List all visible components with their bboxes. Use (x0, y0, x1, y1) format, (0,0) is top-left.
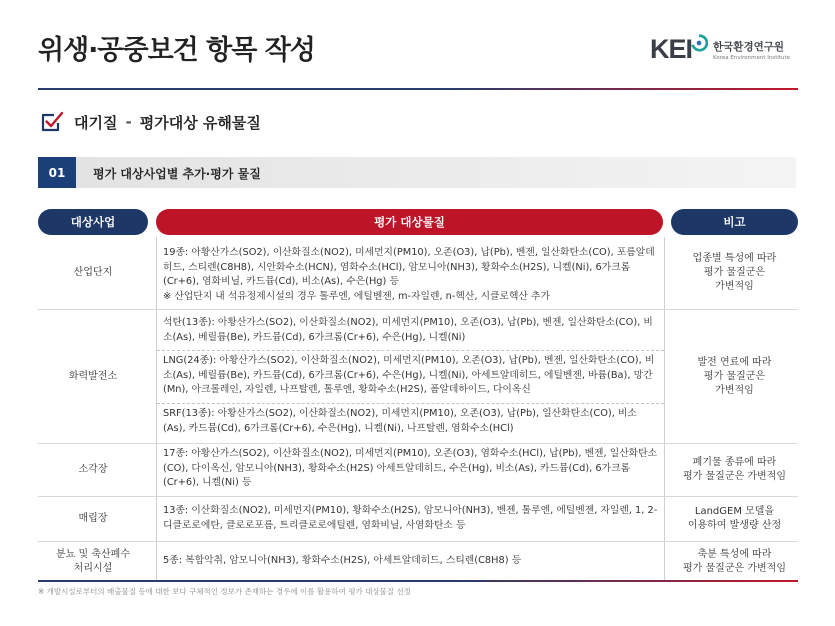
header-target-project: 대상사업 (38, 209, 148, 235)
kei-logo (650, 34, 790, 65)
section-heading (40, 110, 261, 134)
row-substances (156, 542, 665, 582)
table-row-power-plant (38, 310, 798, 444)
dashed-separator (157, 403, 664, 404)
substance-text: LNG(24종): 아황산가스(SO2), 이산화질소(NO2), 미세먼지(PM10), 오존(O3), 납(Pb), 벤젠, 일산화탄소(CO), 비소(As), 베릴륨(Be), 카드뮴(Cd), 6가크롬(Cr+6), 수은(Hg), 니켈(Ni), 아세트알데히드, 에틸벤젠, 바륨(Ba), 망간(Mn), 아크롤레인, 자일렌, 나프탈렌, 톨루엔, 황화수소(H2S), 폼알데하이드, 다이옥신 (163, 355, 655, 395)
row-name: 매립장 (78, 513, 108, 524)
top-divider (38, 88, 798, 90)
row-note: 업종별 특성에 따라 평가 물질군은 가변적임 (692, 253, 777, 292)
row-note: LandGEM 모델을 이용하여 발생량 산정 (687, 506, 782, 531)
dashed-separator (157, 350, 664, 351)
logo-mark: KEI (650, 34, 693, 64)
substance-text: 5종: 복합악취, 암모니아(NH3), 황화수소(H2S), 아세트알데히드, 스티렌(C8H8) 등 (163, 555, 522, 566)
section-topic: 평가대상 유해물질 (139, 113, 261, 132)
subheader-bar (38, 157, 796, 188)
row-note: 축분 특성에 따라 평가 물질군은 가변적임 (683, 549, 786, 574)
substance-text: 석탄(13종): 아황산가스(SO2), 이산화질소(NO2), 미세먼지(PM10), 오존(O3), 납(Pb), 벤젠, 일산화탄소(CO), 비소(As), 베릴륨(Be), 카드뮴(Cd), 6가크롬(Cr+6), 수은(Hg), 니켈(Ni) (163, 317, 653, 343)
section-dash: - (125, 113, 132, 131)
substance-table (38, 237, 798, 582)
swirl-icon (690, 34, 708, 52)
table-row-incinerator (38, 444, 798, 497)
substance-text: 13종: 이산화질소(NO2), 미세먼지(PM10), 황화수소(H2S), 암모니아(NH3), 벤젠, 톨루엔, 에틸벤젠, 자일렌, 1, 2-디클로로에탄, 클로로포름, 트리클로로에틸렌, 염화비닐, 사염화탄소 등 (163, 505, 658, 531)
row-name: 소각장 (78, 464, 108, 475)
row-note: 폐기물 종류에 따라 평가 물질군은 가변적임 (683, 457, 786, 482)
checkbox-checked-icon (40, 110, 64, 134)
substance-text: SRF(13종): 아황산가스(SO2), 이산화질소(NO2), 미세먼지(PM10), 오존(O3), 납(Pb), 일산화탄소(CO), 비소(As), 카드뮴(Cd), 6가크롬(Cr+6), 수은(Hg), 니켈(Ni), 나프탈렌, 염화수소(HCl) (163, 408, 637, 434)
logo-name-en: Korea Environment Institute (713, 54, 791, 61)
row-name: 화력발전소 (68, 370, 118, 382)
table-row-landfill (38, 497, 798, 542)
row-substances (156, 444, 665, 496)
row-name: 분뇨 및 축산폐수 처리시설 (56, 549, 130, 574)
subheader-title: 평가 대상사업별 추가·평가 물질 (93, 167, 261, 181)
page-title: 위생·공중보건 항목 작성 (38, 35, 315, 66)
table-row-industrial (38, 237, 798, 310)
header-substances: 평가 대상물질 (156, 209, 663, 235)
header-remarks: 비고 (671, 209, 798, 235)
row-substances (156, 237, 665, 309)
bottom-divider (38, 580, 798, 582)
row-note: 발전 연료에 따라 평가 물질군은 가변적임 (697, 356, 772, 396)
table-row-livestock (38, 542, 798, 582)
subheader-number: 01 (38, 157, 76, 188)
section-category: 대기질 (74, 113, 118, 132)
logo-name-kr: 한국환경연구원 (713, 40, 785, 53)
row-name: 산업단지 (73, 267, 113, 278)
footnote: ※ 개발시설로부터의 배출물질 등에 대한 보다 구체적인 정보가 존재하는 경우에 이를 활용하여 평가 대상물질 선정 (38, 587, 411, 596)
row-substances (156, 310, 665, 443)
substance-text: 17종: 아황산가스(SO2), 이산화질소(NO2), 미세먼지(PM10), 오존(O3), 염화수소(HCl), 납(Pb), 벤젠, 일산화탄소(CO), 다이옥신, 암모니아(NH3), 황화수소(H2S) 아세트알데히드, 수은(Hg), 비소(As), 카드뮴(Cd), 6가크롬(Cr+6), 니켈(Ni) 등 (163, 448, 658, 488)
row-substances (156, 497, 665, 541)
substance-text: 19종: 아황산가스(SO2), 이산화질소(NO2), 미세먼지(PM10), 오존(O3), 납(Pb), 벤젠, 일산화탄소(CO), 포름알데히드, 스티렌(C8H8), 시안화수소(HCN), 염화수소(HCl), 암모니아(NH3), 황화수소(H2S), 니켈(Ni), 6가크롬(Cr+6), 염화비닐, 카드뮴(Cd), 비소(As), 수은(Hg) 등 ※ 산업단지 내 석유정제시설의 경우 톨루엔, 에틸벤젠, m-자일렌, n-헥산, 시클로헥산 추가 (163, 247, 655, 302)
